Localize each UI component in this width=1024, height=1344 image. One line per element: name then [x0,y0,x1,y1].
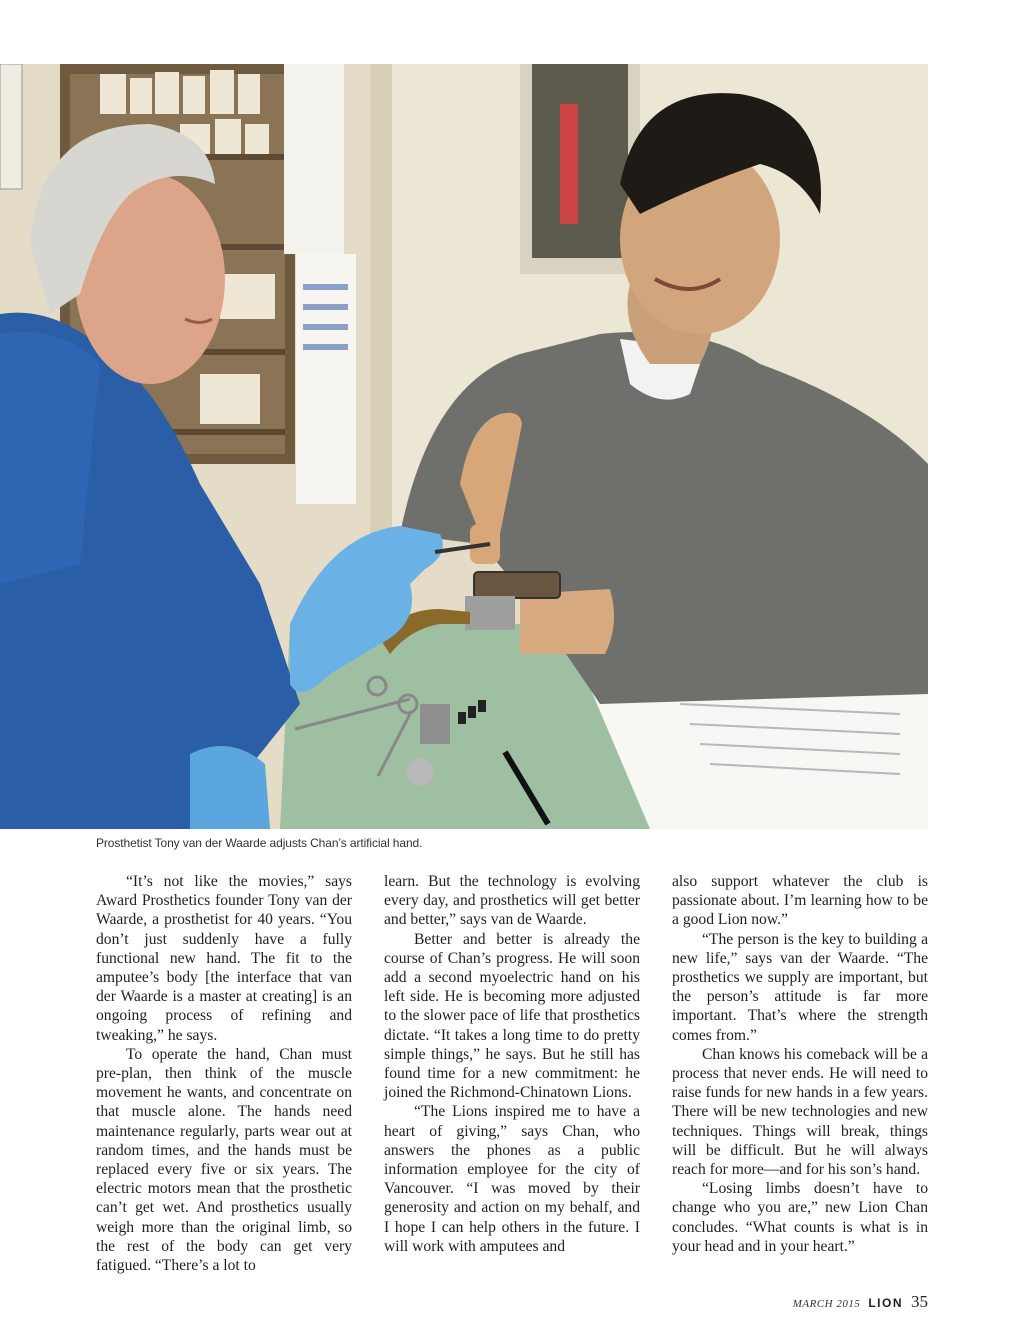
article-column-3 [672,872,928,1256]
photo-caption: Prosthetist Tony van der Waarde adjusts Chan’s artificial hand. [96,836,423,850]
paragraph: “The person is the key to building a new life,” says van der Waarde. “The prosthetics we supply are important, but the person’s attitude is far more important. That’s where the strength comes from.” [672,930,928,1044]
issue-date: MARCH 2015 [792,1298,861,1310]
magazine-name: LION [868,1296,903,1310]
article-column-2 [384,872,640,1256]
page-number: 35 [911,1292,928,1311]
paragraph: “Losing limbs doesn’t have to change who you are,” new Lion Chan concludes. “What counts is what is in your head and in your heart.” [672,1180,928,1255]
paragraph: To operate the hand, Chan must pre-plan, then think of the muscle movement he wants, and concentrate on that muscle alone. The hands need maintenance regularly, parts wear out at random times, and the hands must be replaced every five or six years. The electric motors mean that the prosthetic can’t get wet. And prosthetics usually weigh more than the original limb, so the rest of the body can get very fatigued. “There’s a lot to [96,1045,352,1275]
photo-illustration [0,64,928,829]
article-photo [0,64,928,829]
page-folio [793,1292,928,1312]
paragraph-continued: also support whatever the club is passionate about. I’m learning how to be a good Lion now.” [672,873,928,929]
article-column-1 [96,872,352,1275]
paragraph: “The Lions inspired me to have a heart of giving,” says Chan, who answers the phones as a public information employee for the city of Vancouver. “I was moved by their generosity and action on my behalf, and I hope I can help others in the future. I will work with amputees and [384,1103,640,1255]
paragraph: “It’s not like the movies,” says Award Prosthetics founder Tony van der Waarde, a prosthetist for 40 years. “You don’t just suddenly have a fully functional new hand. The fit to the amputee’s body [the interface that van der Waarde is a master at creating] is an ongoing process of refining and tweaking,” he says. [96,873,352,1044]
paragraph: Chan knows his comeback will be a process that never ends. He will need to raise funds for new hands in a few years. There will be new technologies and new techniques. Things will break, things will be difficult. But he will always reach for more—and for his son’s hand. [672,1045,928,1179]
paragraph: Better and better is already the course of Chan’s progress. He will soon add a second myoelectric hand on his left side. He is becoming more adjusted to the slower pace of life that prosthetics dictate. “It takes a long time to do pretty simple things,” he says. But he still has found time for a new commitment: he joined the Richmond-Chinatown Lions. [384,930,640,1102]
paragraph-continued: learn. But the technology is evolving every day, and prosthetics will get better and better,” says van de Waarde. [384,873,640,929]
